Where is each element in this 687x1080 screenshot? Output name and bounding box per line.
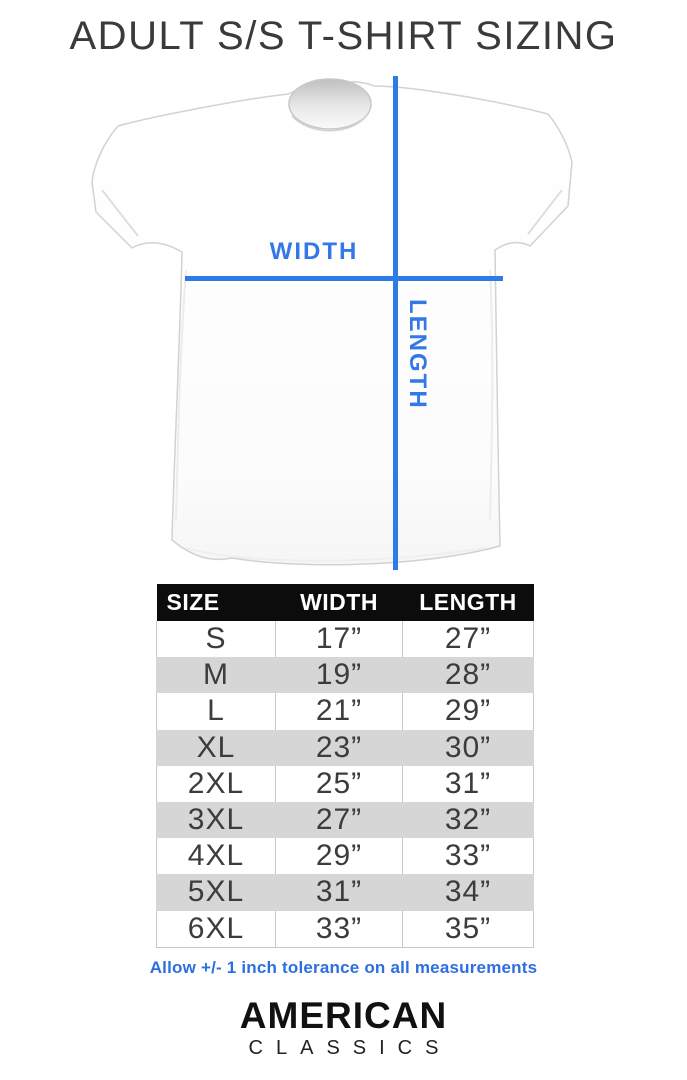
length-measure-line xyxy=(393,76,398,570)
header-width: WIDTH xyxy=(276,584,403,621)
table-cell: 19” xyxy=(276,657,403,693)
table-cell: 4XL xyxy=(157,838,276,874)
width-measure-line xyxy=(185,276,503,281)
table-cell: 32” xyxy=(403,802,534,838)
table-cell: 23” xyxy=(276,730,403,766)
table-cell: 29” xyxy=(403,693,534,729)
table-row xyxy=(157,730,534,766)
table-row xyxy=(157,657,534,693)
table-cell: 30” xyxy=(403,730,534,766)
table-cell: 2XL xyxy=(157,766,276,802)
size-table xyxy=(156,584,534,948)
table-row xyxy=(157,693,534,729)
table-cell: L xyxy=(157,693,276,729)
collar-opening xyxy=(289,79,371,129)
table-cell: 34” xyxy=(403,874,534,910)
table-cell: 35” xyxy=(403,911,534,948)
table-cell: 29” xyxy=(276,838,403,874)
tolerance-note: Allow +/- 1 inch tolerance on all measurements xyxy=(149,958,538,977)
page-title: ADULT S/S T-SHIRT SIZING xyxy=(69,14,618,58)
tshirt-illustration xyxy=(66,70,616,580)
table-cell: XL xyxy=(157,730,276,766)
width-label: WIDTH xyxy=(269,238,359,265)
table-row xyxy=(157,766,534,802)
brand-logo-line2: CLASSICS xyxy=(248,1037,452,1059)
table-cell: 3XL xyxy=(157,802,276,838)
table-cell: 27” xyxy=(403,621,534,657)
table-cell: 6XL xyxy=(157,911,276,948)
table-cell: 31” xyxy=(276,874,403,910)
size-table-body xyxy=(157,621,534,947)
table-row xyxy=(157,838,534,874)
table-cell: 27” xyxy=(276,802,403,838)
table-cell: 33” xyxy=(403,838,534,874)
table-cell: 33” xyxy=(276,911,403,948)
table-row xyxy=(157,874,534,910)
table-cell: M xyxy=(157,657,276,693)
brand-logo-line1: AMERICAN xyxy=(239,995,448,1036)
table-row xyxy=(157,621,534,657)
brand-logo xyxy=(0,996,687,1060)
table-cell: 25” xyxy=(276,766,403,802)
table-row xyxy=(157,911,534,948)
size-table-header xyxy=(157,584,534,621)
table-cell: 17” xyxy=(276,621,403,657)
table-row xyxy=(157,802,534,838)
table-cell: 28” xyxy=(403,657,534,693)
table-cell: 21” xyxy=(276,693,403,729)
table-cell: S xyxy=(157,621,276,657)
tshirt-body xyxy=(92,82,572,565)
header-size: SIZE xyxy=(157,584,276,621)
length-label: LENGTH xyxy=(404,299,431,410)
table-cell: 5XL xyxy=(157,874,276,910)
header-length: LENGTH xyxy=(403,584,534,621)
table-cell: 31” xyxy=(403,766,534,802)
